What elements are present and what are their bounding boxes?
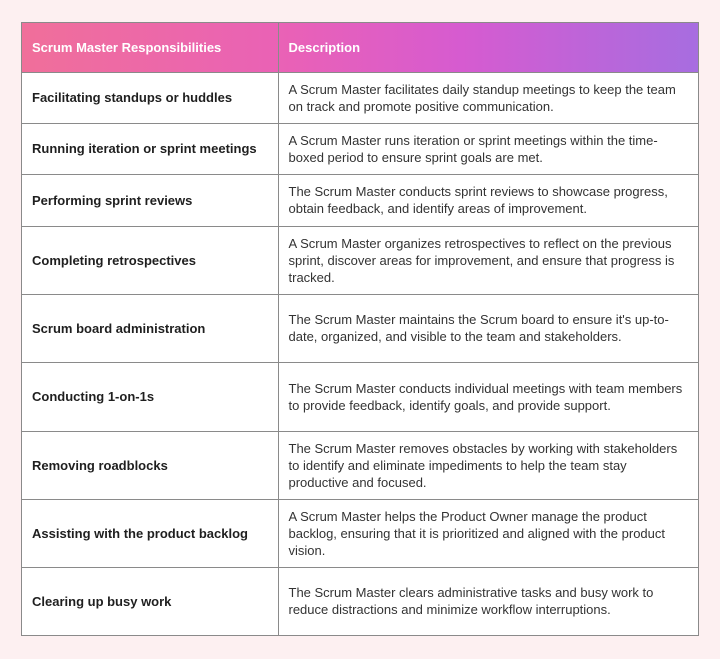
responsibility-cell: Completing retrospectives	[22, 226, 278, 294]
responsibilities-table-frame	[21, 22, 699, 636]
description-cell: The Scrum Master conducts sprint reviews to showcase progress, obtain feedback, and identify areas of improvement.	[278, 174, 698, 226]
description-cell: The Scrum Master maintains the Scrum board to ensure it's up-to-date, organized, and visible to the team and stakeholders.	[278, 294, 698, 362]
table-row	[22, 499, 698, 567]
table-row	[22, 362, 698, 431]
description-cell: A Scrum Master runs iteration or sprint meetings within the time-boxed period to ensure sprint goals are met.	[278, 123, 698, 174]
responsibility-cell: Performing sprint reviews	[22, 174, 278, 226]
table-header-row	[22, 23, 698, 72]
responsibility-cell: Conducting 1-on-1s	[22, 362, 278, 431]
description-cell: The Scrum Master conducts individual meetings with team members to provide feedback, identify goals, and provide support.	[278, 362, 698, 431]
header-description: Description	[278, 23, 698, 72]
responsibility-cell: Facilitating standups or huddles	[22, 72, 278, 123]
description-cell: A Scrum Master helps the Product Owner manage the product backlog, ensuring that it is prioritized and aligned with the product vision.	[278, 499, 698, 567]
table-row	[22, 431, 698, 499]
header-responsibilities: Scrum Master Responsibilities	[22, 23, 278, 72]
table-row	[22, 294, 698, 362]
responsibility-cell: Removing roadblocks	[22, 431, 278, 499]
description-cell: The Scrum Master removes obstacles by working with stakeholders to identify and eliminate impediments to help the team stay productive and focused.	[278, 431, 698, 499]
description-cell: A Scrum Master facilitates daily standup meetings to keep the team on track and promote positive communication.	[278, 72, 698, 123]
responsibility-cell: Assisting with the product backlog	[22, 499, 278, 567]
table-row	[22, 72, 698, 123]
table-row	[22, 123, 698, 174]
table-row	[22, 174, 698, 226]
responsibility-cell: Running iteration or sprint meetings	[22, 123, 278, 174]
responsibility-cell: Scrum board administration	[22, 294, 278, 362]
table-row	[22, 226, 698, 294]
description-cell: A Scrum Master organizes retrospectives to reflect on the previous sprint, discover areas for improvement, and ensure that progress is tracked.	[278, 226, 698, 294]
responsibility-cell: Clearing up busy work	[22, 567, 278, 635]
responsibilities-table	[22, 23, 698, 635]
table-row	[22, 567, 698, 635]
description-cell: The Scrum Master clears administrative tasks and busy work to reduce distractions and minimize workflow interruptions.	[288, 585, 654, 618]
